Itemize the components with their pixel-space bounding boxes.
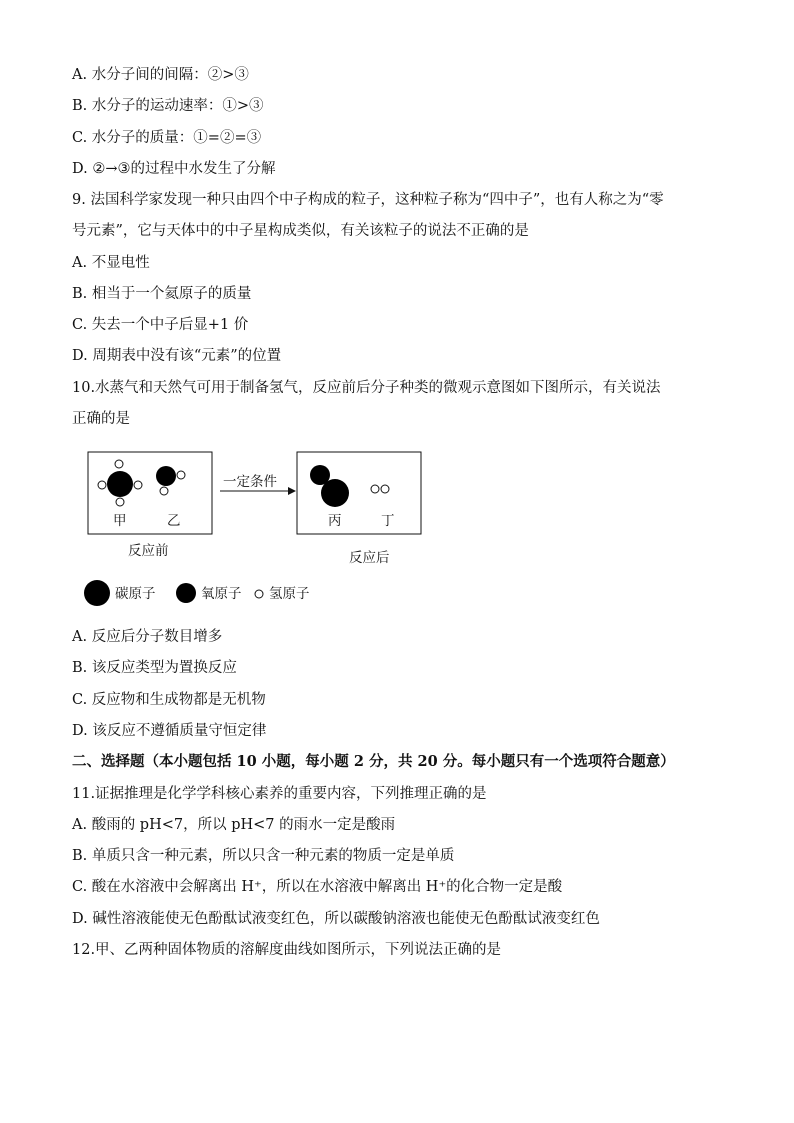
legend-hydrogen-symbol [255, 590, 263, 598]
q9-option-d: D. 周期表中没有该“元素”的位置 [72, 348, 282, 364]
q8-option-c: C. 水分子的质量：①=②=③ [72, 130, 262, 146]
label-jia: 甲 [113, 513, 127, 529]
after-caption: 反应后 [349, 550, 390, 566]
legend-carbon-label: 碳原子 [115, 586, 156, 602]
product-box [297, 452, 421, 534]
q11-option-b: B. 单质只含一种元素，所以只含一种元素的物质一定是单质 [72, 848, 455, 864]
label-bing: 丙 [328, 513, 342, 529]
q10-option-b: B. 该反应类型为置换反应 [72, 660, 237, 676]
hydrogen-molecule [371, 485, 389, 493]
q9-stem-line1: 9. 法国科学家发现一种只由四个中子构成的粒子，这种粒子称为“四中子”，也有人称之为“零 [72, 192, 664, 208]
q10-option-a: A. 反应后分子数目增多 [72, 629, 223, 645]
q11-option-d: D. 碱性溶液能使无色酚酞试液变红色，所以碳酸钠溶液也能使无色酚酞试液变红色 [72, 911, 600, 927]
q11-option-c: C. 酸在水溶液中会解离出 H⁺，所以在水溶液中解离出 H⁺的化合物一定是酸 [72, 879, 563, 895]
q11-stem: 11.证据推理是化学学科核心素养的重要内容，下列推理正确的是 [72, 786, 487, 802]
before-caption: 反应前 [128, 543, 169, 559]
label-yi: 乙 [167, 513, 181, 529]
q9-option-c: C. 失去一个中子后显+1 价 [72, 317, 249, 333]
q9-stem-line2: 号元素”，它与天体中的中子星构成类似，有关该粒子的说法不正确的是 [72, 223, 529, 239]
methane-molecule [98, 460, 142, 506]
legend-hydrogen-label: 氢原子 [269, 586, 310, 602]
legend-oxygen-symbol [176, 583, 196, 603]
q8-option-b: B. 水分子的运动速率：①>③ [72, 98, 264, 114]
legend-oxygen-label: 氧原子 [201, 586, 242, 602]
reactant-box [88, 452, 212, 534]
water-molecule [156, 466, 185, 495]
q8-option-d: D. ②→③的过程中水发生了分解 [72, 161, 276, 177]
arrow-head [288, 487, 296, 495]
arrow-label: 一定条件 [223, 474, 277, 490]
q9-option-b: B. 相当于一个氦原子的质量 [72, 286, 252, 302]
q10-option-d: D. 该反应不遵循质量守恒定律 [72, 723, 267, 739]
section2-heading: 二、选择题（本小题包括 10 小题，每小题 2 分，共 20 分。每小题只有一个选项符合题意） [72, 753, 675, 770]
q11-option-a: A. 酸雨的 pH<7，所以 pH<7 的雨水一定是酸雨 [72, 817, 396, 833]
q10-option-c: C. 反应物和生成物都是无机物 [72, 692, 266, 708]
q10-stem-line1: 10.水蒸气和天然气可用于制备氢气，反应前后分子种类的微观示意图如下图所示，有关说法 [72, 380, 661, 396]
q12-stem: 12.甲、乙两种固体物质的溶解度曲线如图所示，下列说法正确的是 [72, 942, 502, 958]
q10-stem-line2: 正确的是 [72, 411, 130, 427]
carbon-monoxide-molecule [310, 465, 349, 507]
legend-carbon-symbol [84, 580, 110, 606]
q9-option-a: A. 不显电性 [72, 255, 150, 271]
q8-option-a: A. 水分子间的间隔：②>③ [72, 67, 249, 83]
label-ding: 丁 [381, 513, 395, 529]
